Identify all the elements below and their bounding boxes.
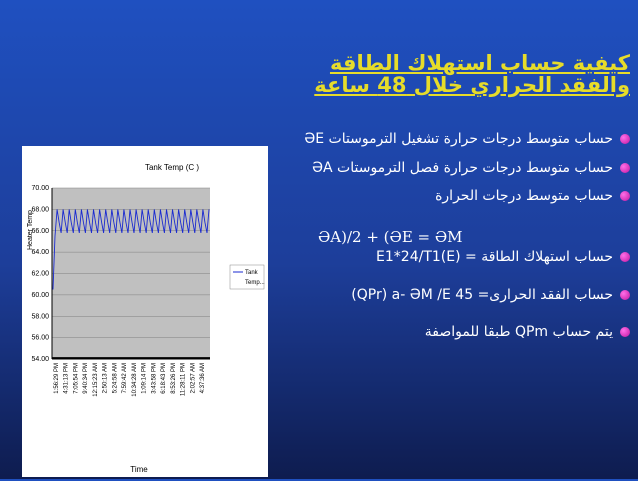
plot-area [31, 185, 210, 397]
y-tick-label: 70.00 [31, 185, 49, 192]
legend-label: Temp... [245, 280, 265, 286]
bullet-dot-icon [620, 134, 630, 144]
chart-panel [22, 146, 268, 477]
chart-title: Tank Temp (C ) [144, 163, 200, 172]
x-tick-label: 6:18:43 PM [161, 363, 168, 394]
bullet-dot-icon [620, 290, 630, 300]
y-tick-label: 60.00 [31, 291, 49, 299]
bullet-item [351, 287, 630, 303]
x-tick-label: 4:31:13 PM [63, 363, 70, 394]
bullet-dot-icon [620, 252, 630, 262]
bullet-dot-icon [620, 191, 630, 201]
bullet-item [312, 160, 630, 176]
y-tick-label: 68.00 [31, 206, 49, 214]
bullet-dot-icon [620, 163, 630, 173]
x-tick-label: 4:37:36 AM [200, 363, 206, 394]
y-tick-label: 62.00 [31, 270, 49, 278]
x-tick-label: 2:50:13 AM [102, 363, 109, 394]
x-tick-label: 1:09:14 PM [141, 363, 148, 394]
bullet-text: حساب متوسط درجات الحرارة [435, 188, 613, 204]
y-axis-label: Heater Temp [27, 210, 34, 250]
y-tick-label: 58.00 [31, 313, 49, 321]
bullet-text: يتم حساب QPm طبقا للمواصفة [424, 324, 613, 340]
x-tick-label: 8:53:26 PM [170, 363, 177, 394]
legend-label: Tank [245, 270, 258, 276]
line-chart [22, 146, 268, 477]
x-tick-label: 7:05:54 PM [73, 363, 80, 394]
bullet-text: حساب متوسط درجات حرارة فصل الترموستات ƏA [311, 160, 613, 176]
x-tick-label: 10:34:28 AM [131, 363, 138, 397]
bullet-text: حساب الفقد الحرارى= 45 QPr) a- ƏM /E) [351, 287, 613, 303]
bullet-text: حساب استهلاك الطاقة = (E1*24/T1(E [376, 249, 613, 265]
y-tick-label: 54.00 [31, 356, 49, 363]
x-tick-label: 9:40:34 PM [83, 363, 90, 394]
x-tick-label: 12:15:23 AM [92, 363, 99, 397]
x-tick-label: 2:02:57 AM [190, 363, 197, 394]
x-tick-label: 11:28:11 PM [180, 363, 187, 397]
bullet-item [376, 249, 630, 265]
y-tick-label: 56.00 [31, 334, 49, 342]
bullet-item [435, 188, 630, 204]
bullet-item [425, 324, 630, 340]
x-tick-label: 7:59:42 AM [122, 363, 129, 394]
bullet-dot-icon [620, 327, 630, 337]
formula-line: ƏA)/2 + (ƏE = ƏM [318, 228, 463, 246]
y-tick-label: 64.00 [31, 249, 49, 257]
bullet-text: حساب متوسط درجات حرارة تشغيل الترموستات ƏE [304, 131, 613, 147]
slide-title: كيفية حساب استهلاك الطاقة والفقد الحراري خلال 48 ساعة [314, 51, 630, 97]
x-tick-label: 1:56:29 PM [54, 363, 60, 394]
x-tick-label: 5:24:58 AM [112, 363, 119, 394]
bullet-item [304, 131, 630, 147]
y-tick-label: 66.00 [31, 227, 49, 235]
x-tick-label: 3:43:58 PM [151, 363, 158, 394]
x-axis-label: Time [130, 465, 148, 474]
